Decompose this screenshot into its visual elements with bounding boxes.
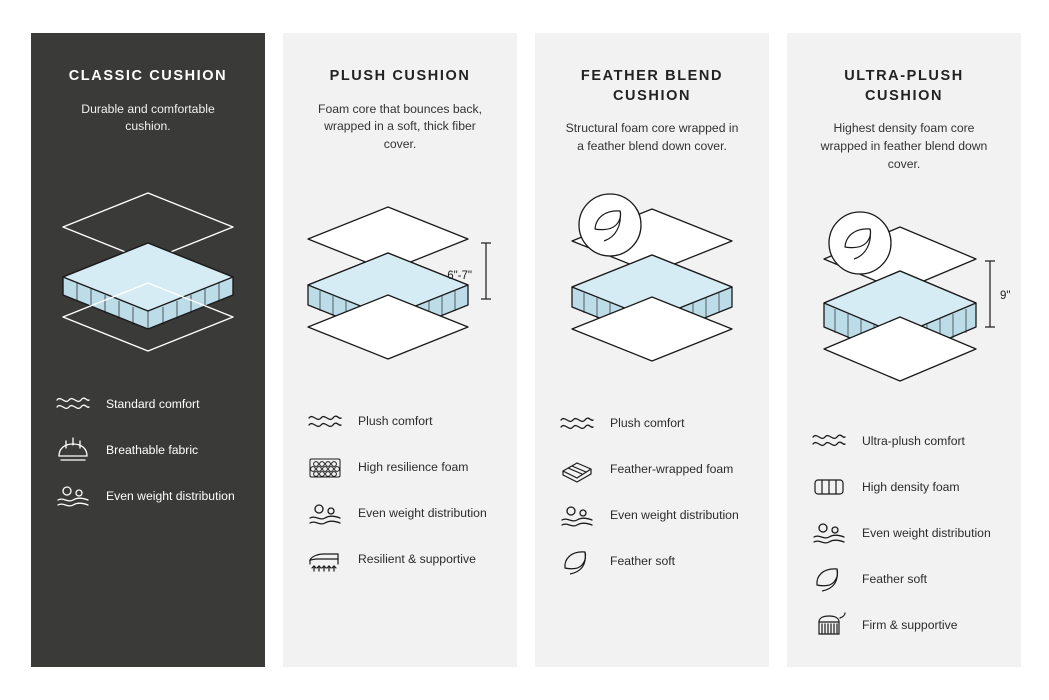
feature-list xyxy=(53,389,243,511)
leaf-icon xyxy=(557,547,597,577)
dimension-bracket xyxy=(985,261,995,327)
feature-label: Even weight distribution xyxy=(106,488,235,503)
feature-item xyxy=(305,499,495,529)
feature-label: Feather-wrapped foam xyxy=(610,462,734,477)
card-description: Highest density foam core wrapped in feather blend down cover. xyxy=(820,121,988,171)
feature-label: Even weight distribution xyxy=(862,525,991,540)
feature-item xyxy=(53,389,243,419)
waves-icon xyxy=(809,426,849,456)
honeycomb-foam-icon xyxy=(305,453,345,483)
feature-label: Resilient & supportive xyxy=(358,552,476,567)
feature-label: Even weight distribution xyxy=(610,508,739,523)
feature-item xyxy=(53,481,243,511)
waves-icon xyxy=(53,389,93,419)
cushion-layers-illustration xyxy=(557,168,747,403)
feature-item xyxy=(557,455,747,485)
waves-icon xyxy=(305,407,345,437)
even-weight-icon xyxy=(305,499,345,529)
card-feather-blend-cushion xyxy=(535,33,769,667)
card-title: FEATHER BLEND CUSHION xyxy=(580,68,724,104)
feature-item xyxy=(557,409,747,439)
feature-item xyxy=(305,407,495,437)
feature-label: Feather soft xyxy=(610,554,676,569)
feature-item xyxy=(809,518,999,548)
feature-label: High resilience foam xyxy=(358,460,469,475)
dimension-label: 6"-7" xyxy=(447,270,472,283)
feature-label: Standard comfort xyxy=(106,396,200,411)
card-description: Structural foam core wrapped in a feather blend down cover. xyxy=(565,121,739,153)
feature-item xyxy=(557,501,747,531)
feature-list xyxy=(305,407,495,575)
feature-label: Even weight distribution xyxy=(358,506,487,521)
leaf-badge xyxy=(829,212,891,274)
cushion-layers-illustration xyxy=(305,166,495,401)
dimension-label: 9" xyxy=(1000,289,1011,302)
feature-label: Breathable fabric xyxy=(106,442,199,457)
feature-item xyxy=(305,453,495,483)
feature-list xyxy=(809,426,999,640)
feature-item xyxy=(809,426,999,456)
feature-list xyxy=(557,409,747,577)
feature-item xyxy=(305,545,495,575)
cushion-layers-illustration xyxy=(809,185,1011,420)
even-weight-icon xyxy=(557,501,597,531)
feature-item xyxy=(557,547,747,577)
leaf-icon xyxy=(809,564,849,594)
waves-icon xyxy=(557,409,597,439)
feature-label: Ultra-plush comfort xyxy=(862,433,965,448)
feature-label: Feather soft xyxy=(862,571,928,586)
feature-item xyxy=(53,435,243,465)
feature-label: Plush comfort xyxy=(358,414,433,429)
card-classic-cushion xyxy=(31,33,265,667)
card-description: Durable and comfortable cushion. xyxy=(81,101,215,134)
cushion-layers-illustration xyxy=(53,148,243,383)
card-title: CLASSIC CUSHION xyxy=(68,68,228,84)
density-foam-icon xyxy=(809,472,849,502)
even-weight-icon xyxy=(809,518,849,548)
feature-label: Firm & supportive xyxy=(862,617,958,632)
feature-label: High density foam xyxy=(862,479,960,494)
feature-item xyxy=(809,564,999,594)
dimension-bracket xyxy=(481,243,491,299)
resilient-support-icon xyxy=(305,545,345,575)
card-title: ULTRA-PLUSH CUSHION xyxy=(844,68,964,104)
card-ultra-plush-cushion xyxy=(787,33,1021,667)
feature-item xyxy=(809,472,999,502)
foam-block-icon xyxy=(557,455,597,485)
feature-label: Plush comfort xyxy=(610,416,685,431)
breathable-fabric-icon xyxy=(53,435,93,465)
leaf-badge xyxy=(579,194,641,256)
even-weight-icon xyxy=(53,481,93,511)
firm-support-icon xyxy=(809,610,849,640)
feature-item xyxy=(809,610,999,640)
card-title: PLUSH CUSHION xyxy=(329,68,471,84)
card-description: Foam core that bounces back, wrapped in a soft, thick fiber cover. xyxy=(318,101,482,151)
card-plush-cushion xyxy=(283,33,517,667)
